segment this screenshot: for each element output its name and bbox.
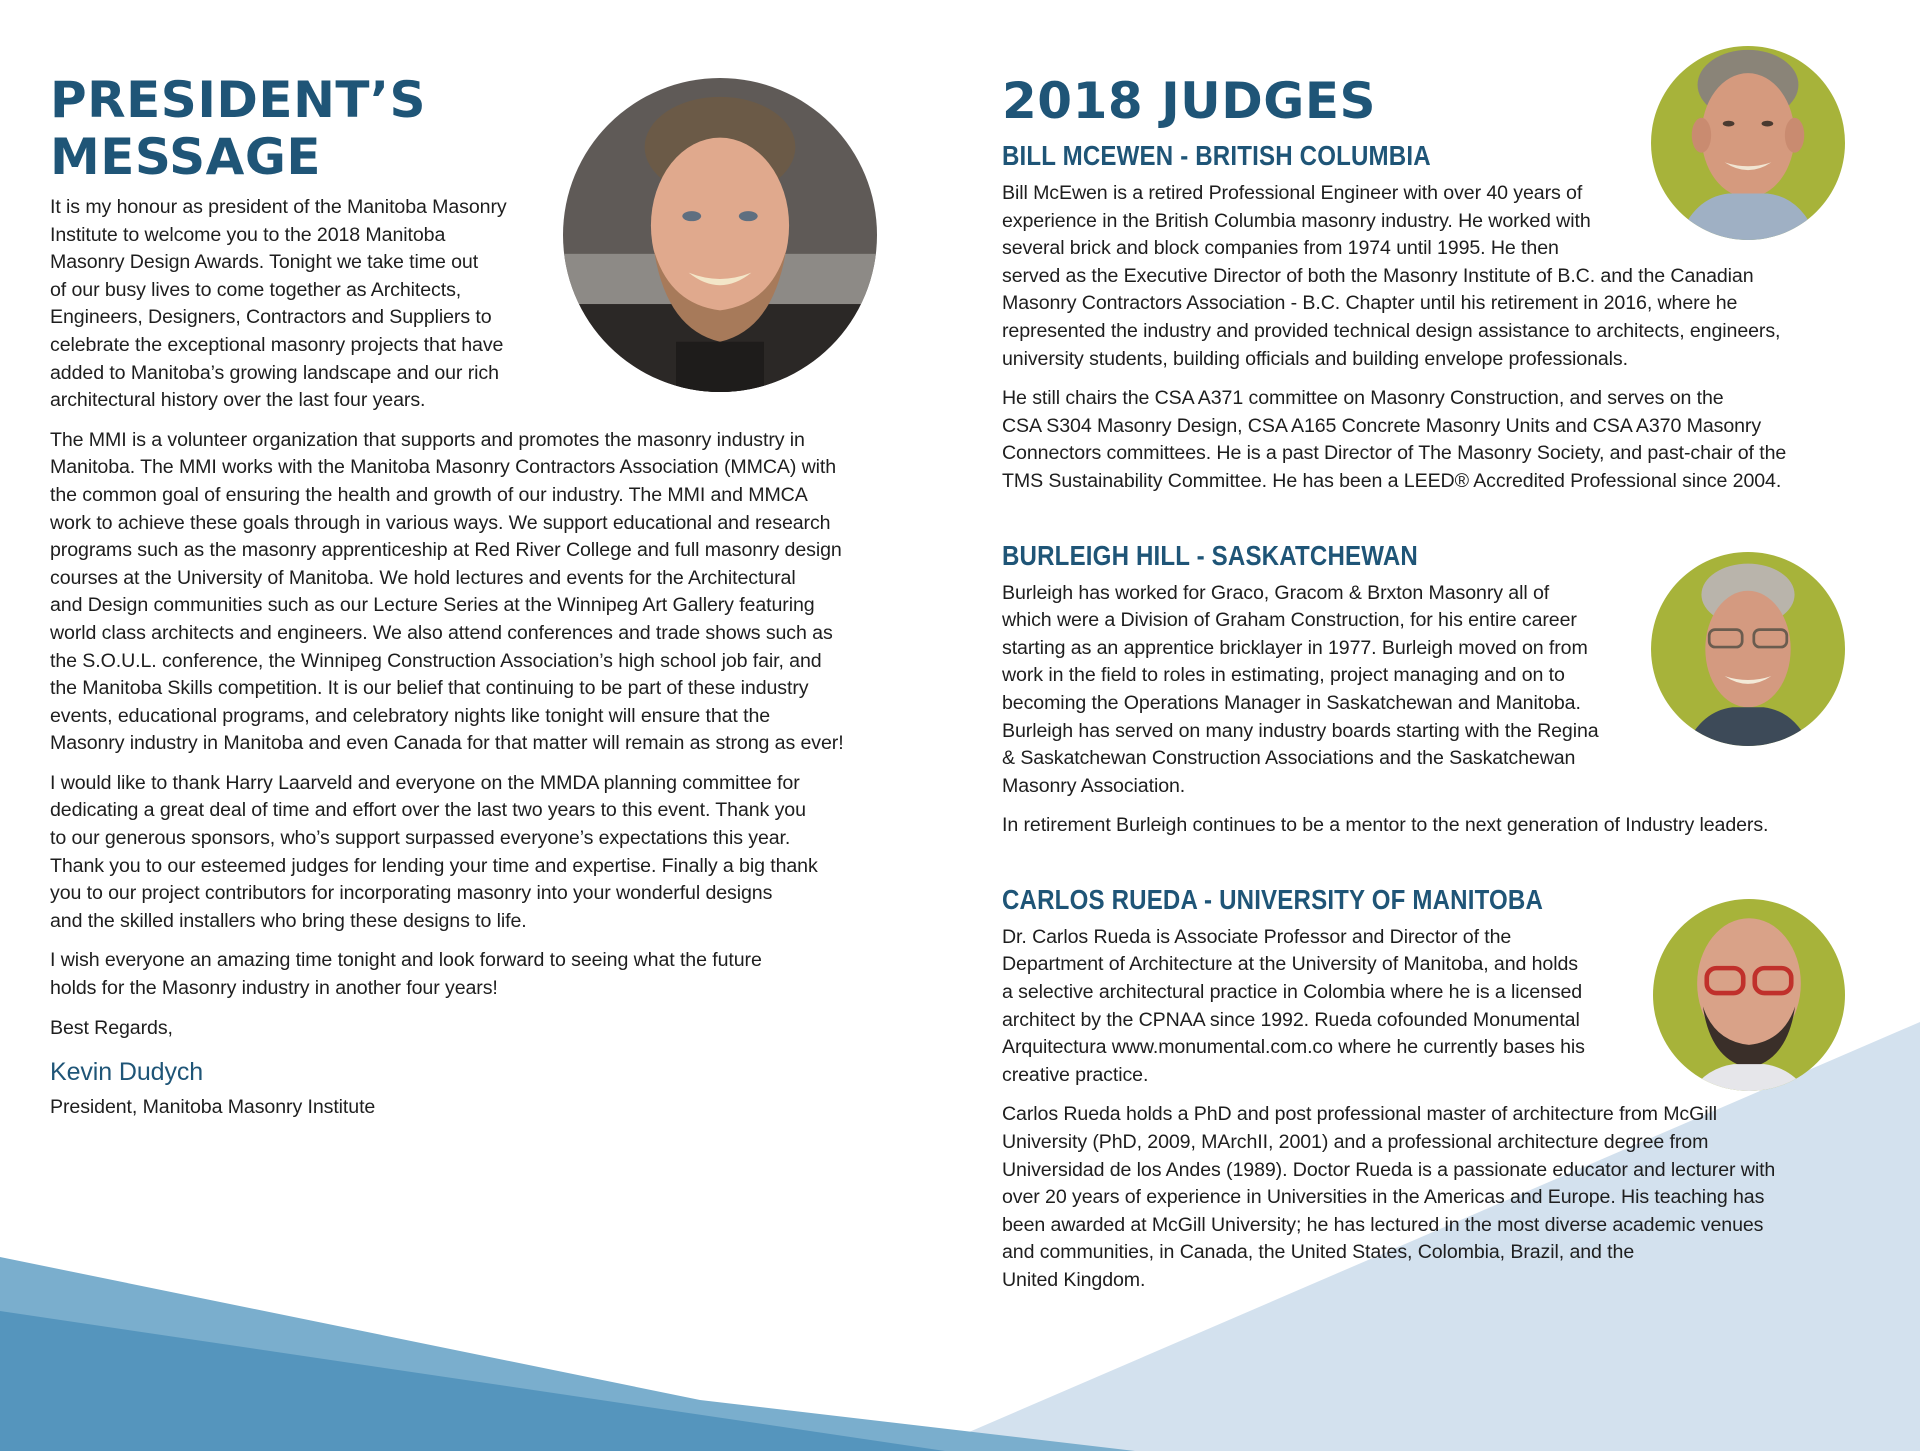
text-line: events, educational programs, and celebratory nights like tonight will ensure that the: [50, 704, 771, 727]
text-line: programs such as the masonry apprenticeship at Red River College and full masonry design: [50, 539, 842, 562]
text-line: I wish everyone an amazing time tonight and look forward to seeing what the future: [50, 949, 762, 972]
text-line: Universidad de los Andes (1989). Doctor Rueda is a passionate educator and lecturer with: [1002, 1158, 1776, 1181]
text-line: holds for the Masonry industry in another four years!: [50, 977, 498, 1000]
text-line: & Saskatchewan Construction Associations and the Saskatchewan: [1002, 747, 1576, 770]
text-line: work to achieve these goals through in various ways. We support educational and research: [50, 511, 831, 534]
text-line: Burleigh has worked for Graco, Gracom & Brxton Masonry all of: [1002, 581, 1550, 604]
text-line: TMS Sustainability Committee. He has been a LEED® Accredited Professional since 2004.: [1002, 469, 1782, 492]
text-line: world class architects and engineers. We also attend conferences and trade shows such as: [50, 621, 833, 644]
text-line: United Kingdom.: [1002, 1269, 1146, 1291]
text-line: the common goal of ensuring the health and growth of our industry. The MMI and MMCA: [50, 483, 808, 506]
text-line: and Design communities such as our Lecture Series at the Winnipeg Art Gallery featuring: [50, 594, 815, 617]
text-line: Arquitectura www.monumental.com.co where he currently bases his: [1002, 1036, 1585, 1059]
text-line: I would like to thank Harry Laarveld and everyone on the MMDA planning committee for: [50, 771, 800, 794]
president-portrait-photo-icon: [563, 78, 877, 392]
bio-paragraph: [1002, 385, 1862, 495]
text-line: which were a Division of Graham Construction, for his entire career: [1002, 609, 1577, 632]
judge-carlos-portrait-photo-icon: [1653, 899, 1845, 1091]
text-line: represented the industry and provided technical design assistance to architects, engineers,: [1002, 319, 1781, 342]
judges-title: 2018 JUDGES: [1002, 72, 1376, 130]
signature-title: President, Manitoba Masonry Institute: [50, 1096, 376, 1119]
text-line: and communities, in Canada, the United States, Colombia, Brazil, and the: [1002, 1241, 1635, 1264]
text-line: and the skilled installers who bring these designs to life.: [50, 909, 527, 932]
text-line: Connectors committees. He is a past Director of The Masonry Society, and past-chair of the: [1002, 442, 1787, 465]
text-line: CSA S304 Masonry Design, CSA A165 Concrete Masonry Units and CSA A370 Masonry: [1002, 414, 1762, 437]
bio-paragraph: [1002, 1101, 1862, 1294]
text-line: work in the field to roles in estimating, project managing and on to: [1002, 664, 1565, 687]
text-line: The MMI is a volunteer organization that supports and promotes the masonry industry in: [50, 428, 805, 451]
dark-blue-band-shape: [0, 1311, 945, 1451]
message-paragraph: [50, 947, 930, 1002]
judge-heading: CARLOS RUEDA - UNIVERSITY OF MANITOBA: [1002, 883, 1544, 915]
text-line: Carlos Rueda holds a PhD and post professional master of architecture from McGill: [1002, 1103, 1718, 1126]
title-line-2: MESSAGE: [50, 128, 322, 186]
text-line: university students, building officials and building envelope professionals.: [1002, 347, 1628, 370]
text-line: Masonry Design Awards. Tonight we take time out: [50, 251, 479, 274]
text-line: architectural history over the last four years.: [50, 389, 426, 412]
text-line: becoming the Operations Manager in Saskatchewan and Manitoba.: [1002, 691, 1581, 714]
text-line: experience in the British Columbia masonry industry. He worked with: [1002, 209, 1591, 232]
text-line: It is my honour as president of the Manitoba Masonry: [50, 196, 507, 218]
text-line: added to Manitoba’s growing landscape and our rich: [50, 361, 499, 384]
text-line: celebrate the exceptional masonry projects that have: [50, 333, 504, 356]
text-line: a selective architectural practice in Colombia where he is a licensed: [1002, 981, 1583, 1004]
text-line: Thank you to our esteemed judges for lending your time and expertise. Finally a big thank: [50, 854, 818, 877]
text-line: over 20 years of experience in Universities in the Americas and Europe. His teaching has: [1002, 1186, 1765, 1209]
judge-burleigh-portrait-photo-icon: [1651, 552, 1845, 746]
title-line-1: PRESIDENT’S: [50, 71, 427, 129]
bio-paragraph: [1002, 812, 1862, 840]
text-line: starting as an apprentice bricklayer in 1977. Burleigh moved on from: [1002, 636, 1588, 659]
text-line: Manitoba. The MMI works with the Manitoba Masonry Contractors Association (MMCA) with: [50, 456, 837, 479]
text-line: the Manitoba Skills competition. It is our belief that continuing to be part of these industry: [50, 677, 809, 700]
text-line: Engineers, Designers, Contractors and Suppliers to: [50, 306, 492, 329]
text-line: In retirement Burleigh continues to be a mentor to the next generation of Industry leaders.: [1002, 814, 1769, 837]
closing-salutation: [50, 1015, 930, 1043]
text-line: Bill McEwen is a retired Professional Engineer with over 40 years of: [1002, 182, 1583, 204]
text-line: been awarded at McGill University; he has lectured in the most diverse academic venues: [1002, 1213, 1764, 1236]
text-line: Institute to welcome you to the 2018 Manitoba: [50, 223, 446, 246]
judge-heading: BILL MCEWEN - BRITISH COLUMBIA: [1002, 140, 1431, 171]
text-line: Masonry Contractors Association - B.C. Chapter until his retirement in 2016, where he: [1002, 292, 1738, 315]
text-line: to our generous sponsors, who’s support surpassed everyone’s expectations this year.: [50, 827, 791, 850]
judge-bill-portrait-photo-icon: [1651, 46, 1845, 240]
text-line: Burleigh has served on many industry boards starting with the Regina: [1002, 719, 1599, 742]
closing-text: Best Regards,: [50, 1016, 173, 1039]
text-line: courses at the University of Manitoba. We hold lectures and events for the Architectural: [50, 566, 796, 589]
text-line: creative practice.: [1002, 1063, 1149, 1086]
text-line: Masonry Association.: [1002, 774, 1186, 797]
text-line: several brick and block companies from 1974 until 1995. He then: [1002, 237, 1559, 260]
judge-heading: BURLEIGH HILL - SASKATCHEWAN: [1002, 539, 1418, 571]
message-paragraph: [50, 770, 930, 936]
text-line: Department of Architecture at the University of Manitoba, and holds: [1002, 953, 1578, 976]
message-paragraph: [50, 427, 930, 758]
text-line: you to our project contributors for incorporating masonry into your wonderful designs: [50, 882, 773, 905]
signature-name: Kevin Dudych: [50, 1058, 204, 1087]
text-line: He still chairs the CSA A371 committee on Masonry Construction, and serves on the: [1002, 387, 1724, 410]
text-line: Masonry industry in Manitoba and even Canada for that matter will remain as strong as ever!: [50, 732, 844, 755]
text-line: served as the Executive Director of both the Masonry Institute of B.C. and the Canadian: [1002, 264, 1754, 287]
text-line: University (PhD, 2009, MArchII, 2001) and a professional architecture degree from: [1002, 1131, 1709, 1154]
text-line: Dr. Carlos Rueda is Associate Professor and Director of the: [1002, 925, 1512, 948]
text-line: of our busy lives to come together as Architects,: [50, 278, 462, 301]
text-line: dedicating a great deal of time and effort over the last two years to this event. Thank you: [50, 799, 806, 822]
text-line: architect by the CPNAA since 1992. Rueda cofounded Monumental: [1002, 1008, 1580, 1031]
text-line: the S.O.U.L. conference, the Winnipeg Construction Association’s high school job fair, and: [50, 649, 822, 672]
